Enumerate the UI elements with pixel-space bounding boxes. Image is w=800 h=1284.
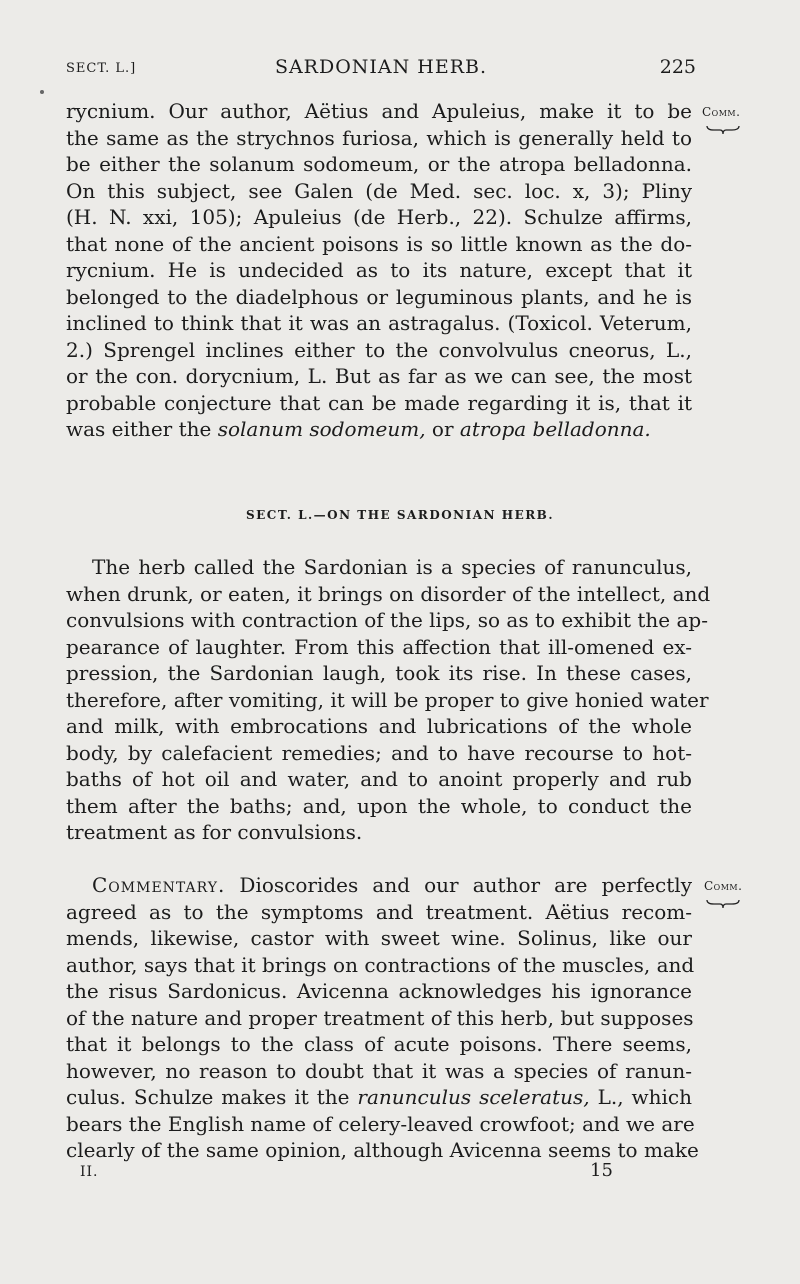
text-run: Dioscorides and our author are perfectly <box>225 873 692 897</box>
running-header <box>66 56 696 86</box>
text-line: when drunk, or eaten, it brings on disorder of the intellect, and <box>66 581 711 606</box>
ink-speck <box>40 90 44 94</box>
paragraph-sardonian-herb <box>66 554 711 846</box>
text-line: mends, likewise, castor with sweet wine. Solinus, like our <box>66 926 692 950</box>
text-line: body, by calefacient remedies; and to have recourse to hot- <box>66 740 692 765</box>
text-line: therefore, after vomiting, it will be proper to give honied water <box>66 687 709 712</box>
brace-icon <box>706 124 740 136</box>
text-line: The herb called the Sardonian is a species of ranunculus, <box>92 555 692 579</box>
text-line: convulsions with contraction of the lips, so as to exhibit the ap- <box>66 608 708 632</box>
text-line: belonged to the diadelphous or leguminous plants, and he is <box>66 284 692 309</box>
text-line: probable conjecture that can be made regarding it is, that it <box>66 390 692 415</box>
paragraph-commentary <box>66 872 699 1164</box>
text-line: baths of hot oil and water, and to anoint properly and rub <box>66 767 692 791</box>
margin-note-comm: Comm. <box>704 879 743 893</box>
page-footer <box>80 1160 620 1184</box>
text-line: author, says that it brings on contractions of the muscles, and <box>66 952 695 977</box>
text-line: and milk, with embrocations and lubrications of the whole <box>66 714 692 738</box>
text-line: (H. N. xxi, 105); Apuleius (de Herb., 22). Schulze affirms, <box>66 205 692 229</box>
text-line: rycnium. He is undecided as to its nature, except that it <box>66 258 692 282</box>
text-line: the same as the strychnos furiosa, which is generally held to <box>66 125 692 150</box>
text-line: however, no reason to doubt that it was a species of ranun- <box>66 1058 692 1083</box>
text-line-last: treatment as for convulsions. <box>66 820 363 844</box>
text-line: that none of the ancient poisons is so little known as the do- <box>66 231 692 256</box>
section-heading: SECT. L.—ON THE SARDONIAN HERB. <box>245 508 555 522</box>
text-line: pearance of laughter. From this affection that ill-omened ex- <box>66 634 692 659</box>
text-line: or the con. dorycnium, L. But as far as we can see, the most <box>66 364 692 388</box>
text-line: rycnium. Our author, Aëtius and Apuleius, make it to be <box>66 99 692 123</box>
volume-signature: II. <box>80 1164 99 1180</box>
text-line <box>66 1084 692 1111</box>
text-line-last <box>66 416 692 443</box>
text-line: clearly of the same opinion, although Avicenna seems to make <box>66 1138 699 1162</box>
text-run: L., which <box>589 1085 692 1109</box>
text-line: them after the baths; and, upon the whole, to conduct the <box>66 793 692 818</box>
italic-term: solanum sodomeum, <box>217 417 426 441</box>
text-run: was either the <box>66 417 218 441</box>
text-line: be either the solanum sodomeum, or the atropa belladonna. <box>66 152 692 176</box>
text-line: On this subject, see Galen (de Med. sec. loc. x, 3); Pliny <box>66 178 692 203</box>
text-line: inclined to think that it was an astragalus. (Toxicol. Veterum, <box>66 311 692 335</box>
commentary-label: Commentary. <box>92 873 226 897</box>
header-section: SECT. L.] <box>66 61 137 76</box>
text-line: bears the English name of celery-leaved crowfoot; and we are <box>66 1111 695 1136</box>
header-page-number: 225 <box>659 56 696 78</box>
paragraph-dorycnium <box>66 98 692 443</box>
text-run: culus. Schulze makes it the <box>66 1085 358 1109</box>
gathering-number: 15 <box>590 1160 613 1181</box>
brace-icon <box>706 898 740 910</box>
text-line: pression, the Sardonian laugh, took its rise. In these cases, <box>66 661 692 685</box>
header-title: SARDONIAN HERB. <box>274 56 488 78</box>
italic-term: atropa belladonna. <box>459 417 651 441</box>
text-line: that it belongs to the class of acute poisons. There seems, <box>66 1032 692 1056</box>
text-line: the risus Sardonicus. Avicenna acknowledges his ignorance <box>66 979 692 1003</box>
text-line: 2.) Sprengel inclines either to the convolvulus cneorus, L., <box>66 337 692 362</box>
text-line: of the nature and proper treatment of this herb, but supposes <box>66 1005 694 1030</box>
margin-note-comm: Comm. <box>702 105 741 119</box>
italic-term: ranunculus sceleratus, <box>357 1085 590 1109</box>
text-line <box>66 872 692 899</box>
text-line: agreed as to the symptoms and treatment. Aëtius recom- <box>66 899 692 924</box>
text-run: or <box>425 417 460 441</box>
